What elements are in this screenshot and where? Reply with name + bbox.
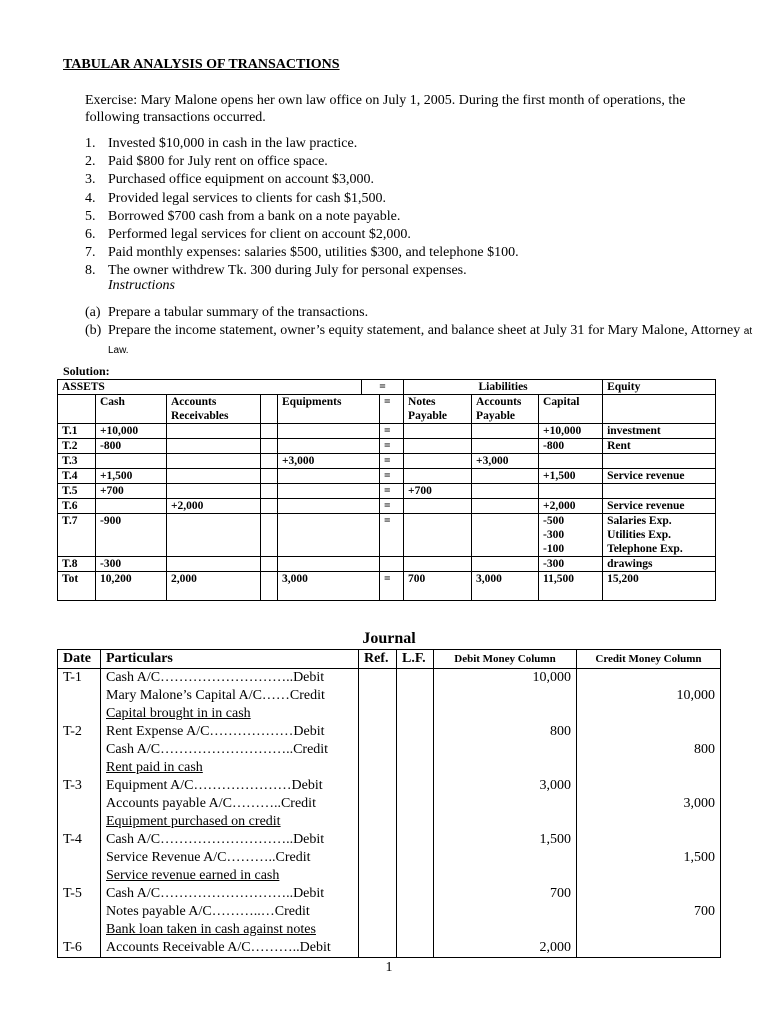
journal-col-ref: Ref. [359,650,397,669]
capital-line: -300 [543,529,565,541]
journal-lf [397,759,434,777]
cell-t: T.6 [58,499,96,514]
cell-equip [278,469,380,484]
cell-equip [278,557,380,572]
cell-eq: = [380,424,404,439]
cell-t: T.5 [58,484,96,499]
cell-capital [539,454,603,469]
transaction-text: The owner withdrew Tk. 300 during July for personal expenses. [108,263,467,279]
transaction-text: Paid $800 for July rent on office space. [108,154,328,170]
journal-ref [359,687,397,705]
table-row [58,439,716,454]
table-header-row [58,395,716,424]
table-row [58,557,716,572]
capital-line: -100 [543,543,565,555]
journal-particulars: Rent paid in cash [101,759,359,777]
journal-row [58,903,721,921]
cell-ap [472,557,539,572]
journal-credit: 1,500 [577,849,721,867]
journal-particulars: Service revenue earned in cash [101,867,359,885]
cell-t: T.3 [58,454,96,469]
desc-line: Salaries Exp. [607,515,672,527]
instruction-small: at Law. [108,326,753,356]
journal-lf [397,903,434,921]
cell-t: T.1 [58,424,96,439]
cell-desc: investment [603,424,716,439]
journal-table [57,649,721,958]
journal-lf [397,939,434,958]
cell-capital: 11,500 [539,572,603,601]
cell-cash: +1,500 [96,469,167,484]
cell-notes [404,424,472,439]
cell-t: T.2 [58,439,96,454]
col-ap: Accounts Payable [472,395,539,424]
cell-capital: -300 [539,557,603,572]
cell-equip [278,484,380,499]
journal-particulars: Notes payable A/C………..…Credit [101,903,359,921]
transaction-list [85,135,519,281]
journal-ref [359,813,397,831]
journal-credit [577,939,721,958]
col-cash: Cash [96,395,167,424]
cell-ap: +3,000 [472,454,539,469]
cell-cash: +10,000 [96,424,167,439]
cell-ap [472,424,539,439]
cell-blank [261,572,278,601]
journal-credit [577,759,721,777]
journal-ref [359,849,397,867]
journal-debit [434,795,577,813]
cell-notes: 700 [404,572,472,601]
journal-ref [359,669,397,688]
transaction-number: 3. [85,172,96,188]
cell-notes [404,439,472,454]
transaction-number: 2. [85,154,96,170]
journal-credit [577,777,721,795]
journal-particulars: Cash A/C………………………..Debit [101,885,359,903]
journal-ref [359,867,397,885]
assets-heading: ASSETS [58,380,362,395]
journal-row [58,759,721,777]
transaction-number: 4. [85,190,96,206]
journal-date: T-1 [58,669,101,688]
journal-credit [577,723,721,741]
cell-capital: +2,000 [539,499,603,514]
journal-particulars: Mary Malone’s Capital A/C……Credit [101,687,359,705]
liabilities-heading: Liabilities [404,380,603,395]
journal-ref [359,885,397,903]
table-row [58,424,716,439]
cell-eq: = [380,499,404,514]
transaction-text: Paid monthly expenses: salaries $500, utilities $300, and telephone $100. [108,245,519,261]
journal-lf [397,705,434,723]
cell-cash: -900 [96,514,167,557]
journal-ref [359,795,397,813]
journal-credit [577,921,721,939]
col-capital: Capital [539,395,603,424]
cell-eq: = [380,484,404,499]
capital-line: -500 [543,515,565,527]
cell-equip: 3,000 [278,572,380,601]
table-row [58,484,716,499]
journal-particulars: Cash A/C………………………..Credit [101,741,359,759]
journal-date [58,813,101,831]
journal-debit [434,705,577,723]
journal-col-date: Date [58,650,101,669]
journal-ref [359,831,397,849]
journal-date [58,705,101,723]
cell-blank [261,484,278,499]
journal-col-debit: Debit Money Column [434,650,577,669]
desc-line: Utilities Exp. [607,529,671,541]
journal-particulars: Equipment A/C…………………Debit [101,777,359,795]
col-eq: = [380,395,404,424]
journal-row [58,867,721,885]
journal-col-lf: L.F. [397,650,434,669]
journal-credit [577,831,721,849]
journal-ref [359,903,397,921]
solution-label: Solution: [63,364,110,378]
journal-lf [397,669,434,688]
journal-credit [577,669,721,688]
instruction-text [108,304,368,322]
transaction-text: Purchased office equipment on account $3,000. [108,172,375,188]
equity-heading: Equity [603,380,716,395]
journal-header-row [58,650,721,669]
transaction-number: 5. [85,208,96,224]
journal-particulars: Accounts payable A/C………..Credit [101,795,359,813]
journal-row [58,777,721,795]
journal-row [58,669,721,688]
journal-date [58,795,101,813]
cell-capital [539,484,603,499]
journal-debit: 800 [434,723,577,741]
journal-debit: 1,500 [434,831,577,849]
cell-equip [278,514,380,557]
cell-cash: -300 [96,557,167,572]
journal-ref [359,759,397,777]
journal-lf [397,867,434,885]
transaction-item [85,153,519,171]
journal-row [58,795,721,813]
table-row [58,469,716,484]
col-equipment: Equipments [278,395,380,424]
cell-ar [167,557,261,572]
instruction-label: (b) [85,323,102,338]
journal-row [58,813,721,831]
col-notes: Notes Payable [404,395,472,424]
instructions-list [85,304,768,360]
table-row [58,454,716,469]
cell-blank [261,439,278,454]
cell-ar [167,469,261,484]
cell-capital: -800 [539,439,603,454]
journal-particulars: Accounts Receivable A/C………..Debit [101,939,359,958]
transaction-number: 7. [85,245,96,261]
cell-eq [380,557,404,572]
journal-credit [577,813,721,831]
cell-ar [167,439,261,454]
journal-row [58,741,721,759]
journal-particulars: Service Revenue A/C………..Credit [101,849,359,867]
journal-row [58,831,721,849]
cell-eq: = [380,572,404,601]
cell-t: T.7 [58,514,96,557]
tabular-analysis-table [57,379,716,601]
journal-debit [434,849,577,867]
journal-ref [359,921,397,939]
cell-ar [167,424,261,439]
cell-capital: +1,500 [539,469,603,484]
transaction-text: Borrowed $700 cash from a bank on a note payable. [108,208,401,224]
cell-cash: -800 [96,439,167,454]
journal-debit [434,813,577,831]
cell-desc [603,484,716,499]
journal-date [58,849,101,867]
journal-lf [397,723,434,741]
journal-row [58,849,721,867]
cell-blank [261,424,278,439]
journal-row [58,705,721,723]
page-title: TABULAR ANALYSIS OF TRANSACTIONS [63,57,340,72]
instruction-main: Prepare a tabular summary of the transactions. [108,305,369,320]
journal-lf [397,777,434,795]
cell-equip: +3,000 [278,454,380,469]
journal-col-particulars: Particulars [101,650,359,669]
journal-credit: 10,000 [577,687,721,705]
cell-desc: 15,200 [603,572,716,601]
cell-blank [261,469,278,484]
journal-date: T-2 [58,723,101,741]
cell-blank [261,514,278,557]
journal-lf [397,741,434,759]
cell-cash: 10,200 [96,572,167,601]
journal-particulars: Rent Expense A/C………………Debit [101,723,359,741]
journal-debit [434,867,577,885]
journal-particulars: Cash A/C………………………..Debit [101,831,359,849]
journal-credit: 800 [577,741,721,759]
cell-capital: +10,000 [539,424,603,439]
journal-particulars: Equipment purchased on credit [101,813,359,831]
journal-credit [577,885,721,903]
journal-date: T-5 [58,885,101,903]
journal-row [58,921,721,939]
transaction-item [85,171,519,189]
cell-eq: = [380,514,404,557]
cell-equip [278,499,380,514]
cell-t: Tot [58,572,96,601]
cell-equip [278,424,380,439]
cell-blank [261,499,278,514]
journal-lf [397,687,434,705]
journal-credit: 3,000 [577,795,721,813]
journal-debit [434,741,577,759]
transaction-number: 6. [85,227,96,243]
journal-debit [434,759,577,777]
cell-ar: 2,000 [167,572,261,601]
journal-lf [397,885,434,903]
table-row [58,514,716,557]
journal-lf [397,813,434,831]
instruction-item [85,322,768,360]
cell-blank [261,454,278,469]
instruction-main: Prepare the income statement, owner’s equity statement, and balance sheet at July 31 for Mary Malone, Attorney [108,323,741,338]
journal-ref [359,741,397,759]
journal-ref [359,723,397,741]
cell-ar: +2,000 [167,499,261,514]
journal-credit [577,705,721,723]
journal-debit [434,903,577,921]
exercise-text: Exercise: Mary Malone opens her own law office on July 1, 2005. During the first month of operations, the following transactions occurred. [85,93,686,125]
cell-eq: = [380,439,404,454]
journal-particulars: Capital brought in in cash [101,705,359,723]
cell-notes [404,469,472,484]
journal-debit [434,921,577,939]
transaction-item [85,190,519,208]
journal-row [58,687,721,705]
cell-ap [472,514,539,557]
journal-credit [577,867,721,885]
instructions-heading: Instructions [108,278,175,293]
cell-notes [404,514,472,557]
cell-ap: 3,000 [472,572,539,601]
cell-desc: Service revenue [603,469,716,484]
journal-row [58,939,721,958]
transaction-item [85,244,519,262]
cell-desc [603,454,716,469]
journal-ref [359,777,397,795]
journal-row [58,885,721,903]
transaction-item [85,208,519,226]
instruction-label: (a) [85,305,101,320]
transaction-text: Provided legal services to clients for cash $1,500. [108,190,386,206]
cell-notes [404,454,472,469]
journal-date: T-6 [58,939,101,958]
journal-date [58,867,101,885]
journal-particulars: Bank loan taken in cash against notes [101,921,359,939]
journal-date [58,903,101,921]
cell-notes [404,499,472,514]
table-total-row [58,572,716,601]
journal-row [58,723,721,741]
journal-debit: 700 [434,885,577,903]
journal-debit: 2,000 [434,939,577,958]
cell-ap [472,469,539,484]
journal-date [58,687,101,705]
cell-ap [472,439,539,454]
cell-ar [167,514,261,557]
cell-eq: = [380,469,404,484]
journal-debit: 3,000 [434,777,577,795]
transaction-text: Performed legal services for client on account $2,000. [108,227,411,243]
page-number: 1 [385,960,393,975]
journal-credit: 700 [577,903,721,921]
transaction-item [85,226,519,244]
journal-ref [359,705,397,723]
cell-notes: +700 [404,484,472,499]
cell-blank [261,557,278,572]
journal-debit [434,687,577,705]
transaction-item [85,135,519,153]
journal-debit: 10,000 [434,669,577,688]
cell-notes [404,557,472,572]
transaction-text: Invested $10,000 in cash in the law practice. [108,136,358,151]
instruction-item [85,304,768,322]
journal-date [58,921,101,939]
cell-ar [167,454,261,469]
journal-col-credit: Credit Money Column [577,650,721,669]
cell-t: T.8 [58,557,96,572]
transaction-number: 1. [85,136,96,151]
cell-capital [539,514,603,557]
journal-date [58,741,101,759]
cell-desc: drawings [603,557,716,572]
table-top-row [58,380,716,395]
cell-t: T.4 [58,469,96,484]
journal-lf [397,795,434,813]
cell-eq: = [380,454,404,469]
journal-particulars: Cash A/C………………………..Debit [101,669,359,688]
col-ar: Accounts Receivables [167,395,261,424]
journal-lf [397,849,434,867]
journal-lf [397,921,434,939]
equals-heading: = [362,380,404,395]
cell-desc: Rent [603,439,716,454]
journal-lf [397,831,434,849]
journal-date: T-4 [58,831,101,849]
cell-desc: Service revenue [603,499,716,514]
journal-ref [359,939,397,958]
transaction-number: 8. [85,263,96,279]
cell-cash: +700 [96,484,167,499]
journal-title: Journal [362,630,416,647]
cell-equip [278,439,380,454]
journal-date: T-3 [58,777,101,795]
cell-cash [96,454,167,469]
cell-ap [472,499,539,514]
cell-desc [603,514,716,557]
instruction-text [108,322,768,360]
cell-cash [96,499,167,514]
desc-line: Telephone Exp. [607,543,683,555]
cell-ar [167,484,261,499]
journal-date [58,759,101,777]
table-row [58,499,716,514]
cell-ap [472,484,539,499]
